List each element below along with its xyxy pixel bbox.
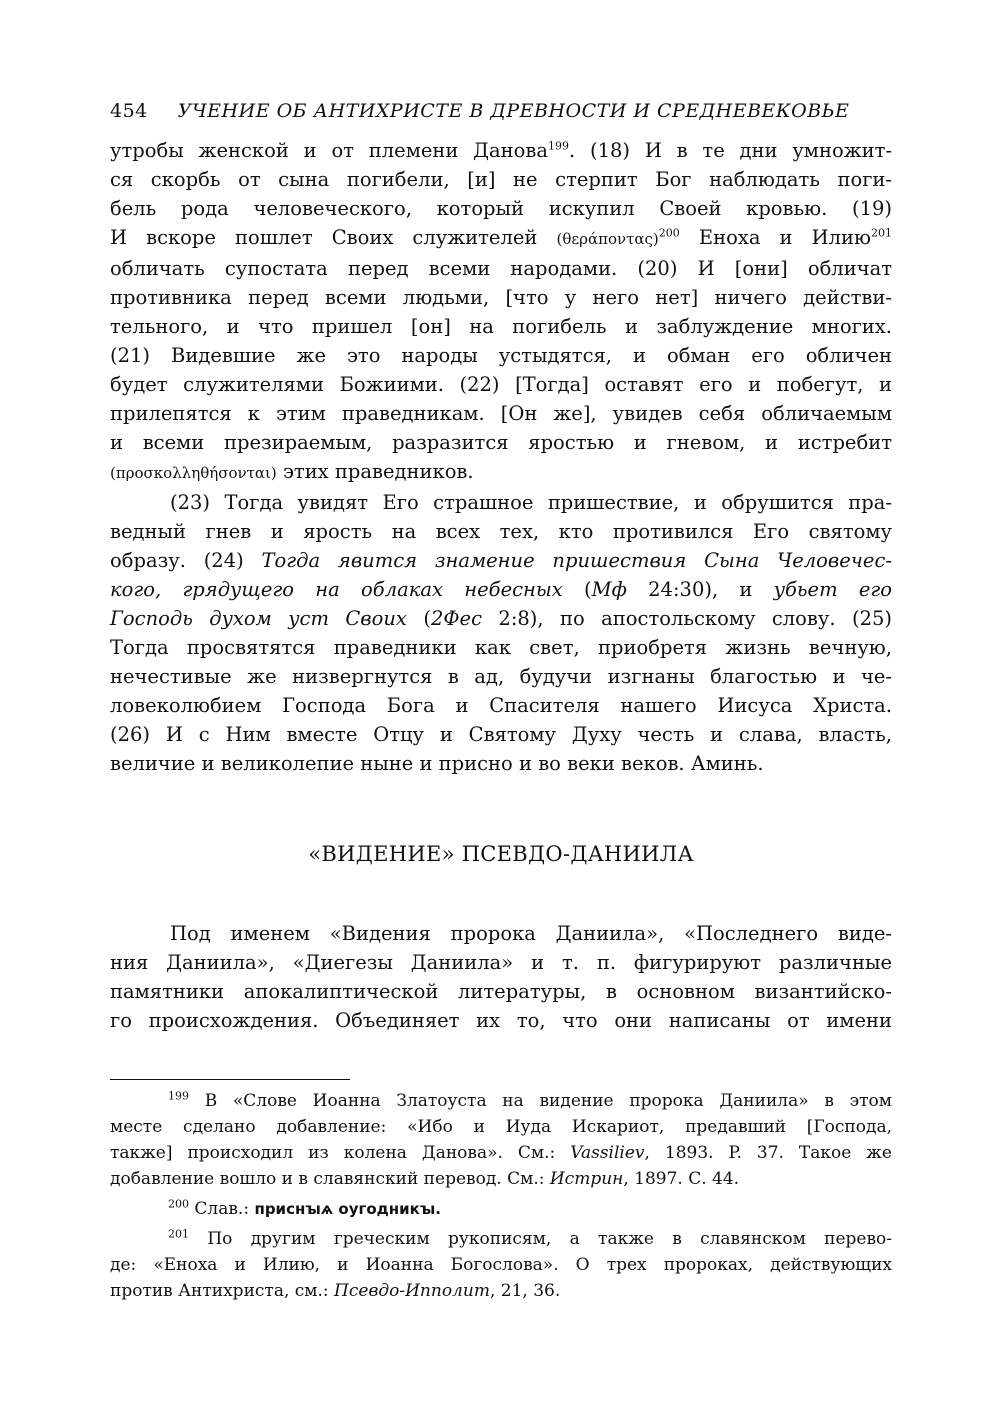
text-line: месте сделано добавление: «Ибо и Иуда Искариот, предавший [Господа, [110,1117,892,1137]
text-line: (23) Тогда увидят Его страшное пришествие, и обрушится пра- [170,491,892,514]
text-line: нечестивые же низвергнутся в ад, будучи изгнаны благостью и че- [110,665,892,688]
footnotes [110,1088,892,1304]
main-text [110,136,892,1035]
text-line: кого, грядущего на облаках небесных (Мф 24:30), и убьет его [110,578,892,601]
text-line: ся скорбь от сына погибели, [и] не стерпит Бог наблюдать поги- [110,168,892,191]
text-line: памятники апокалиптической литературы, в основном византийско- [110,980,892,1003]
text-line: Под именем «Видения пророка Даниила», «Последнего виде- [170,922,892,945]
text-line: бель рода человеческого, который искупил Своей кровью. (19) [110,197,892,220]
footnote-199 [110,1088,892,1192]
text-line: Господь духом уст Своих (2Фес 2:8), по апостольскому слову. (25) [110,607,892,630]
footnote-number: 201 [168,1227,189,1241]
paragraph-2 [110,488,892,778]
text-line: противника перед всеми людьми, [что у него нет] ничего действи- [110,286,892,309]
footnote-ref-201[interactable]: 201 [871,226,893,240]
footnote-divider [110,1079,350,1080]
text-line: образу. (24) Тогда явится знамение пришествия Сына Человечес- [110,549,892,572]
greek-term: (προσκολληθήσονται) [110,464,277,482]
paragraph-3 [110,919,892,1035]
text-line: величие и великолепие ныне и присно и во веки веков. Аминь. [110,752,764,775]
text-line: $^{201}$ По другим греческим рукописям, а также в славянском перево- [168,1227,892,1249]
footnote-201 [110,1226,892,1304]
text-line: против Антихриста, см.: Псевдо-Ипполит, 21, 36. [110,1281,561,1301]
footnote-number: 200 [168,1197,189,1211]
text-line: ния Даниила», «Диегезы Даниила» и т. п. фигурируют различные [110,951,892,974]
bible-ref: Мф [591,578,627,601]
text-line: (προσκολληθήσονται) этих праведников. [110,460,474,483]
running-title: УЧЕНИЕ ОБ АНТИХРИСТЕ В ДРЕВНОСТИ И СРЕДНЕВЕКОВЬЕ [177,100,850,122]
footnote-number: 199 [168,1089,189,1103]
bible-ref: 2Фес [430,607,483,630]
text-line: го происхождения. Объединяет их то, что они написаны от имени [110,1009,892,1032]
text-line: обличать супостата перед всеми народами. (20) И [они] обличат [110,257,892,280]
text-line: утробы женской и от племени Данова$^{199}$. (18) И в те дни умножит- [110,139,893,162]
text-line: де: «Еноха и Илию, и Иоанна Богослова». О трех пророках, действующих [110,1255,892,1275]
footnote-200 [110,1196,892,1222]
page-number: 454 [110,100,148,122]
text-line: И вскоре пошлет Своих служителей $(\theta\varepsilon\rho ά\pi o\nu\tau\alpha\varsigma)^{200}$ Еноха и Илию$^{201}$ [110,226,893,249]
paragraph-1 [110,136,892,488]
book-page [110,100,892,1308]
text-line: прилепятся к этим праведникам. [Он же], увидев себя обличаемым [110,402,892,425]
text-line: также] происходил из колена Данова». См.: Vassiliev, 1893. P. 37. Такое же [110,1143,892,1163]
text-line: $^{199}$ В «Слове Иоанна Златоуста на видение пророка Даниила» в этом [168,1089,892,1111]
section-heading: «ВИДЕНИЕ» ПСЕВДО-ДАНИИЛА [308,842,694,866]
text-line: будет служителями Божиими. (22) [Тогда] оставят его и побегут, и [110,373,892,396]
slavonic-text: приснꙑѧ оугодникꙑ. [254,1200,441,1218]
text-line: (26) И с Ним вместе Отцу и Святому Духу честь и слава, власть, [110,723,892,746]
text-line: добавление вошло и в славянский перевод. См.: Истрин, 1897. С. 44. [110,1169,740,1189]
footnote-ref-200[interactable]: 200 [658,226,680,240]
text-line: тельного, и что пришел [он] на погибель и заблуждение многих. [110,315,892,338]
text-line: и всеми презираемым, разразится яростью и гневом, и истребит [110,431,892,454]
greek-term: (θεράποντας) [556,230,659,248]
text-line: ловеколюбием Господа Бога и Спасителя нашего Иисуса Христа. [110,694,892,717]
text-line: ведный гнев и ярость на всех тех, кто противился Его святому [110,520,892,543]
text-line: $^{200}$ Слав.: приснꙑѧ оугодникꙑ. [168,1197,441,1219]
running-header [110,100,892,122]
footnote-ref-199[interactable]: 199 [548,139,570,153]
text-line: (21) Видевшие же это народы устыдятся, и обман его обличен [110,344,892,367]
text-line: Тогда просвятятся праведники как свет, приобретя жизнь вечную, [110,636,892,659]
